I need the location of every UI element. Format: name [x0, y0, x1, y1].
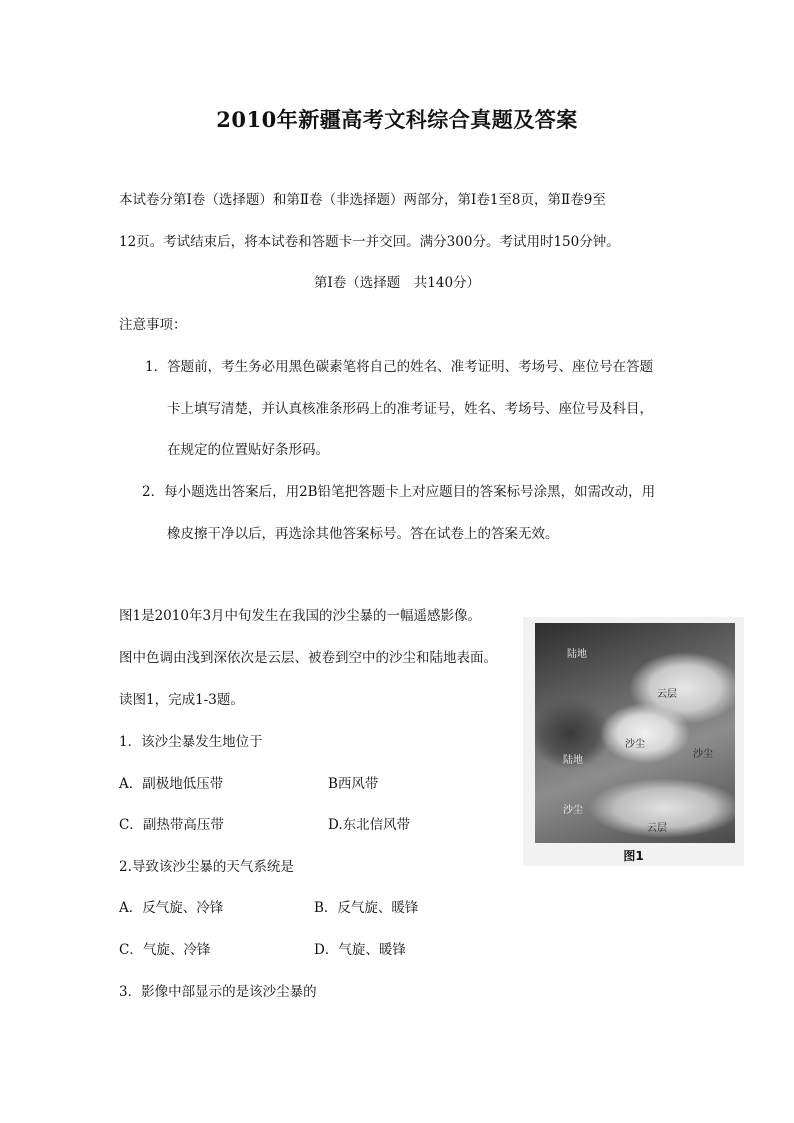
figure-caption: 图1 [623, 849, 644, 863]
passage-line-3: 读图1，完成1-3题。 [119, 692, 244, 708]
question-2-stem: 2.导致该沙尘暴的天气系统是 [119, 859, 294, 875]
question-3-stem: 3．影像中部显示的是该沙尘暴的 [119, 984, 317, 1000]
question-2-option-c: C．气旋、冷锋 [119, 942, 211, 958]
figure-1 [523, 617, 744, 866]
figure-label-land-left: 陆地 [563, 755, 583, 766]
satellite-image [535, 623, 735, 843]
question-2-option-b: B．反气旋、暖锋 [314, 900, 419, 916]
note-1-line-1: 1．答题前，考生务必用黑色碳素笔将自己的姓名、准考证明、考场号、座位号在答题 [145, 359, 654, 375]
intro-line-1: 本试卷分第Ⅰ卷（选择题）和第Ⅱ卷（非选择题）两部分，第Ⅰ卷1至8页，第Ⅱ卷9至 [119, 192, 606, 208]
section-heading: 第Ⅰ卷（选择题 共140分） [313, 275, 481, 291]
page-title: 2010年新疆高考文科综合真题及答案 [216, 107, 578, 132]
figure-label-dust-center: 沙尘 [625, 739, 645, 750]
question-1-option-c: C．副热带高压带 [119, 817, 224, 833]
figure-label-dust-bottom: 沙尘 [563, 805, 583, 816]
question-1-stem: 1．该沙尘暴发生地位于 [119, 734, 263, 750]
figure-label-cloud-top: 云层 [657, 689, 677, 700]
note-1-line-3: 在规定的位置贴好条形码。 [167, 442, 329, 458]
question-2-option-a: A．反气旋、冷锋 [119, 900, 224, 916]
passage-line-1: 图1是2010年3月中旬发生在我国的沙尘暴的一幅遥感影像。 [119, 608, 482, 624]
passage-line-2: 图中色调由浅到深依次是云层、被卷到空中的沙尘和陆地表面。 [119, 650, 497, 666]
figure-label-cloud-bottom: 云层 [647, 823, 667, 834]
question-2-option-d: D．气旋、暖锋 [314, 942, 406, 958]
note-2-line-2: 橡皮擦干净以后，再选涂其他答案标号。答在试卷上的答案无效。 [167, 526, 559, 542]
note-2-line-1: 2．每小题选出答案后，用2B铅笔把答题卡上对应题目的答案标号涂黑，如需改动，用 [142, 484, 656, 500]
figure-label-land-top: 陆地 [567, 649, 587, 660]
question-1-option-a: A．副极地低压带 [119, 776, 224, 792]
notes-heading: 注意事项： [119, 317, 187, 333]
question-1-option-b: B西风带 [328, 776, 379, 792]
intro-line-2: 12页。考试结束后，将本试卷和答题卡一并交回。满分300分。考试用时150分钟。 [119, 234, 620, 250]
note-1-line-2: 卡上填写清楚，并认真核准条形码上的准考证号，姓名、考场号、座位号及科目， [167, 401, 653, 417]
figure-label-dust-right: 沙尘 [693, 749, 713, 760]
question-1-option-d: D.东北信风带 [328, 817, 411, 833]
